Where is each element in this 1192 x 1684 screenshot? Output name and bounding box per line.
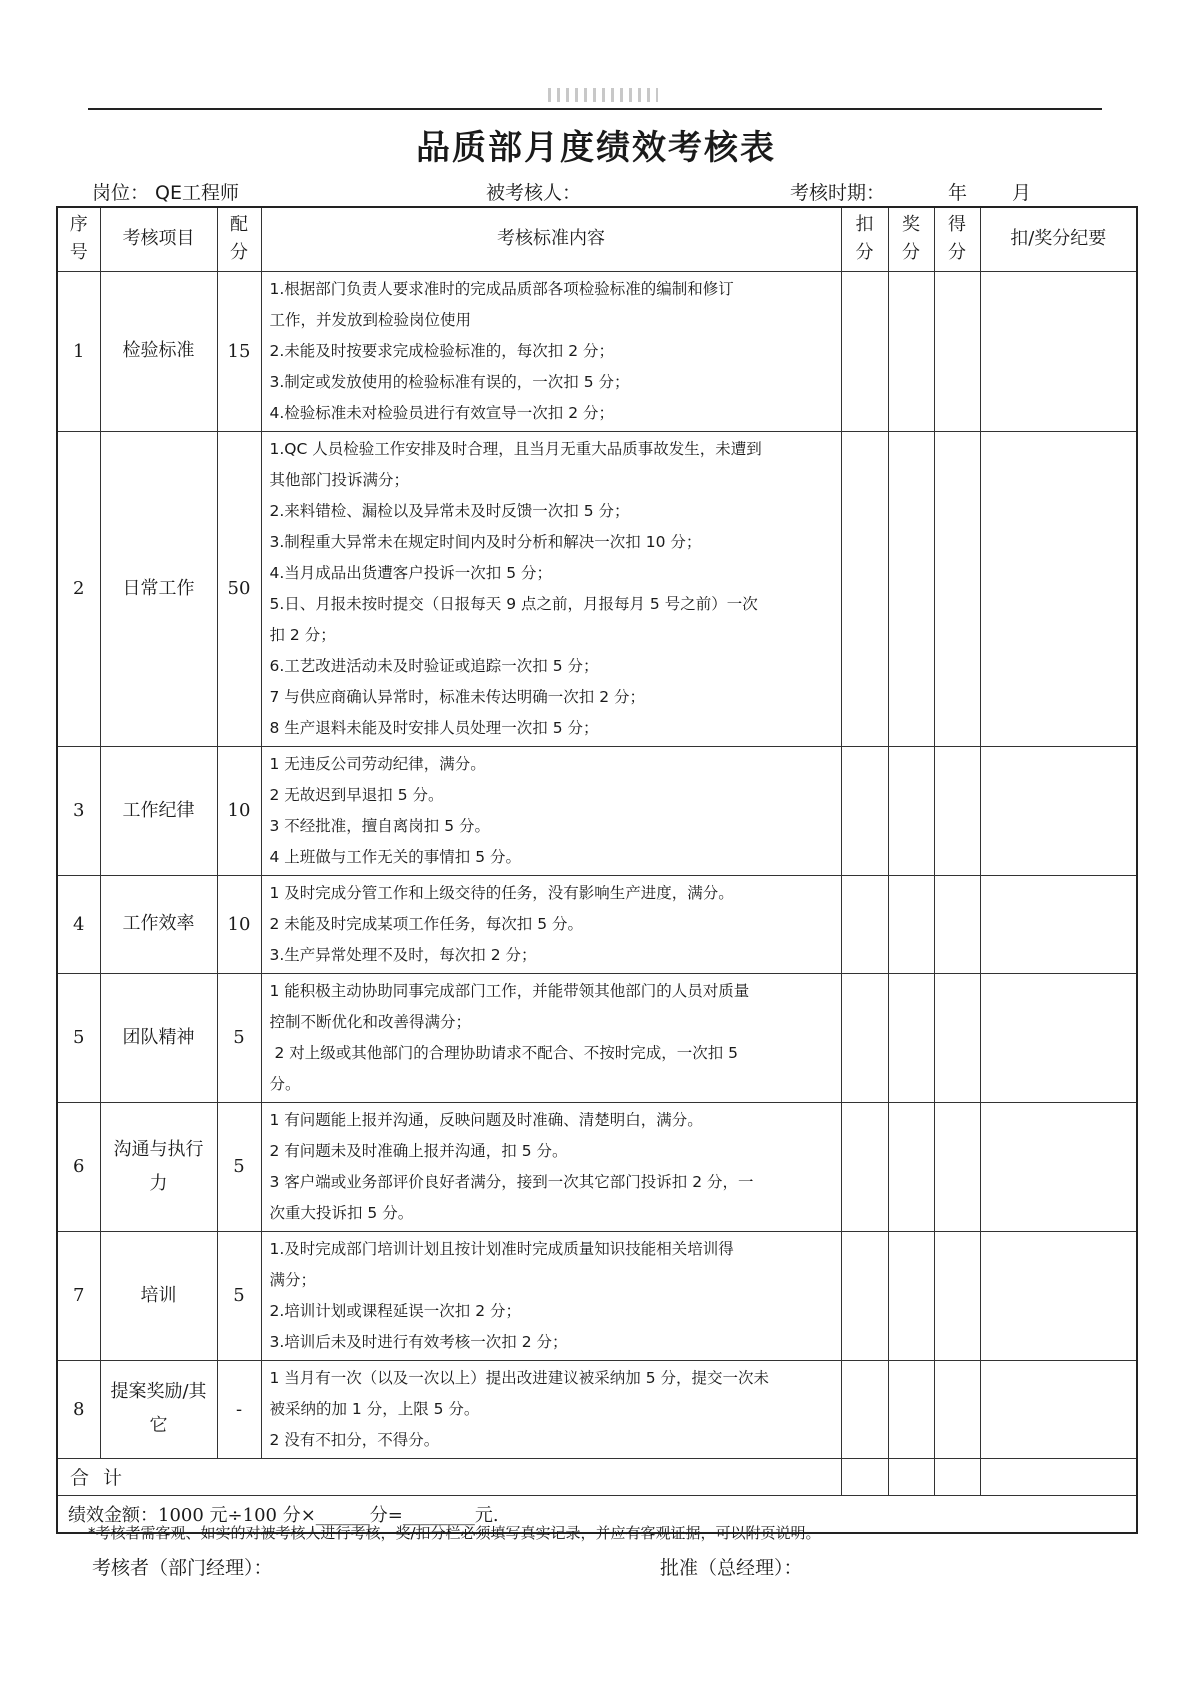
row-deduct-cell[interactable] xyxy=(841,746,888,875)
row-score: - xyxy=(217,1360,261,1458)
row-score: 10 xyxy=(217,746,261,875)
criteria-line: 次重大投诉扣 5 分。 xyxy=(269,1203,414,1222)
criteria-line: 3.制定或发放使用的检验标准有误的，一次扣 5 分； xyxy=(269,372,630,391)
row-criteria xyxy=(261,875,841,973)
total-deduct-cell[interactable] xyxy=(841,1458,888,1495)
position-label: 岗位： QE工程师 xyxy=(92,182,239,204)
row-notes-cell[interactable] xyxy=(980,746,1137,875)
total-gain-cell[interactable] xyxy=(934,1458,980,1495)
row-item: 沟通与执行力 xyxy=(100,1102,217,1231)
row-gain-cell[interactable] xyxy=(934,875,980,973)
row-score: 5 xyxy=(217,1102,261,1231)
row-item: 日常工作 xyxy=(100,431,217,746)
row-score: 50 xyxy=(217,431,261,746)
assessee-label: 被考核人： xyxy=(486,182,582,204)
criteria-line: 8 生产退料未能及时安排人员处理一次扣 5 分； xyxy=(269,718,599,737)
criteria-line: 3 不经批准，擅自离岗扣 5 分。 xyxy=(269,816,491,835)
table-row xyxy=(57,1102,1137,1231)
footnote: *考核者需客观、如实的对被考核人进行考核，奖/扣分栏必须填写真实记录，并应有客观证据，可以附页说明。 xyxy=(88,1524,821,1542)
criteria-line: 控制不断优化和改善得满分； xyxy=(269,1012,472,1031)
row-gain-cell[interactable] xyxy=(934,271,980,431)
criteria-line: 1 当月有一次（以及一次以上）提出改进建议被采纳加 5 分，提交一次未 xyxy=(269,1368,770,1387)
header-bonus: 奖分 xyxy=(888,207,934,271)
criteria-line: 1 能积极主动协助同事完成部门工作，并能带领其他部门的人员对质量 xyxy=(269,981,750,1000)
row-number: 6 xyxy=(57,1102,100,1231)
row-criteria xyxy=(261,271,841,431)
row-score: 5 xyxy=(217,1231,261,1360)
criteria-line: 分。 xyxy=(269,1074,301,1093)
row-deduct-cell[interactable] xyxy=(841,271,888,431)
criteria-line: 1 有问题能上报并沟通，反映问题及时准确、清楚明白，满分。 xyxy=(269,1110,703,1129)
criteria-line: 2 对上级或其他部门的合理协助请求不配合、不按时完成，一次扣 5 xyxy=(269,1043,739,1062)
row-number: 8 xyxy=(57,1360,100,1458)
header-notes: 扣/奖分纪要 xyxy=(980,207,1137,271)
criteria-line: 2.来料错检、漏检以及异常未及时反馈一次扣 5 分； xyxy=(269,501,630,520)
criteria-line: 4.检验标准未对检验员进行有效宣导一次扣 2 分； xyxy=(269,403,615,422)
header-no: 序号 xyxy=(57,207,100,271)
row-gain-cell[interactable] xyxy=(934,1360,980,1458)
row-number: 4 xyxy=(57,875,100,973)
assessment-table xyxy=(56,206,1138,1534)
table-header-row xyxy=(57,207,1137,271)
row-notes-cell[interactable] xyxy=(980,875,1137,973)
table-row xyxy=(57,1231,1137,1360)
row-deduct-cell[interactable] xyxy=(841,1102,888,1231)
total-bonus-cell[interactable] xyxy=(888,1458,934,1495)
criteria-line: 1 及时完成分管工作和上级交待的任务，没有影响生产进度，满分。 xyxy=(269,883,734,902)
row-gain-cell[interactable] xyxy=(934,1102,980,1231)
table-row xyxy=(57,431,1137,746)
row-item: 工作效率 xyxy=(100,875,217,973)
criteria-line: 4.当月成品出货遭客户投诉一次扣 5 分； xyxy=(269,563,553,582)
row-score: 5 xyxy=(217,973,261,1102)
row-item: 工作纪律 xyxy=(100,746,217,875)
total-label: 合计 xyxy=(57,1458,841,1495)
row-gain-cell[interactable] xyxy=(934,746,980,875)
row-bonus-cell[interactable] xyxy=(888,1360,934,1458)
row-notes-cell[interactable] xyxy=(980,1360,1137,1458)
period-year-label: 年 xyxy=(948,182,968,204)
period-label: 考核时期： xyxy=(790,182,886,204)
row-deduct-cell[interactable] xyxy=(841,1231,888,1360)
criteria-line: 2.未能及时按要求完成检验标准的，每次扣 2 分； xyxy=(269,341,615,360)
header-rule xyxy=(88,108,1102,110)
criteria-line: 3.生产异常处理不及时，每次扣 2 分； xyxy=(269,945,537,964)
criteria-line: 7 与供应商确认异常时，标准未传达明确一次扣 2 分； xyxy=(269,687,646,706)
row-bonus-cell[interactable] xyxy=(888,271,934,431)
criteria-line: 3.培训后未及时进行有效考核一次扣 2 分； xyxy=(269,1332,568,1351)
header-scan-mark xyxy=(548,88,658,102)
row-gain-cell[interactable] xyxy=(934,431,980,746)
row-number: 3 xyxy=(57,746,100,875)
criteria-line: 2.培训计划或课程延误一次扣 2 分； xyxy=(269,1301,522,1320)
page-title: 品质部月度绩效考核表 xyxy=(416,128,776,168)
table-row xyxy=(57,1360,1137,1458)
table-row xyxy=(57,746,1137,875)
row-gain-cell[interactable] xyxy=(934,1231,980,1360)
row-criteria xyxy=(261,973,841,1102)
row-bonus-cell[interactable] xyxy=(888,973,934,1102)
row-bonus-cell[interactable] xyxy=(888,746,934,875)
approver-signature-label[interactable]: 批准（总经理）： xyxy=(660,1557,803,1579)
row-bonus-cell[interactable] xyxy=(888,1231,934,1360)
criteria-line: 6.工艺改进活动未及时验证或追踪一次扣 5 分； xyxy=(269,656,599,675)
header-item: 考核项目 xyxy=(100,207,217,271)
table-row xyxy=(57,271,1137,431)
row-bonus-cell[interactable] xyxy=(888,1102,934,1231)
criteria-line: 满分； xyxy=(269,1270,317,1289)
criteria-line: 3.制程重大异常未在规定时间内及时分析和解决一次扣 10 分； xyxy=(269,532,702,551)
criteria-line: 1.及时完成部门培训计划且按计划准时完成质量知识技能相关培训得 xyxy=(269,1239,734,1258)
criteria-line: 2 没有不扣分，不得分。 xyxy=(269,1430,440,1449)
row-bonus-cell[interactable] xyxy=(888,431,934,746)
total-notes-cell[interactable] xyxy=(980,1458,1137,1495)
row-number: 5 xyxy=(57,973,100,1102)
criteria-line: 扣 2 分； xyxy=(269,625,336,644)
header-score: 配分 xyxy=(217,207,261,271)
row-criteria xyxy=(261,1102,841,1231)
performance-amount[interactable]: 绩效金额：1000 元÷100 分×______分=________元. xyxy=(57,1495,1137,1533)
criteria-line: 2 未能及时完成某项工作任务，每次扣 5 分。 xyxy=(269,914,584,933)
row-notes-cell[interactable] xyxy=(980,1231,1137,1360)
header-deduct: 扣分 xyxy=(841,207,888,271)
row-criteria xyxy=(261,431,841,746)
row-score: 10 xyxy=(217,875,261,973)
criteria-line: 1.QC 人员检验工作安排及时合理，且当月无重大品质事故发生，未遭到 xyxy=(269,439,762,458)
total-row xyxy=(57,1458,1137,1495)
row-deduct-cell[interactable] xyxy=(841,875,888,973)
criteria-line: 4 上班做与工作无关的事情扣 5 分。 xyxy=(269,847,522,866)
criteria-line: 2 无故迟到早退扣 5 分。 xyxy=(269,785,444,804)
row-gain-cell[interactable] xyxy=(934,973,980,1102)
criteria-line: 其他部门投诉满分； xyxy=(269,470,410,489)
header-criteria: 考核标准内容 xyxy=(261,207,841,271)
row-criteria xyxy=(261,1360,841,1458)
row-score: 15 xyxy=(217,271,261,431)
criteria-line: 1.根据部门负责人要求准时的完成品质部各项检验标准的编制和修订 xyxy=(269,279,734,298)
row-item: 提案奖励/其它 xyxy=(100,1360,217,1458)
table-row xyxy=(57,875,1137,973)
criteria-line: 2 有问题未及时准确上报并沟通，扣 5 分。 xyxy=(269,1141,568,1160)
row-number: 2 xyxy=(57,431,100,746)
table-row xyxy=(57,973,1137,1102)
criteria-line: 3 客户端或业务部评价良好者满分，接到一次其它部门投诉扣 2 分，一 xyxy=(269,1172,754,1191)
row-bonus-cell[interactable] xyxy=(888,875,934,973)
row-notes-cell[interactable] xyxy=(980,1102,1137,1231)
criteria-line: 被采纳的加 1 分，上限 5 分。 xyxy=(269,1399,480,1418)
row-criteria xyxy=(261,1231,841,1360)
row-criteria xyxy=(261,746,841,875)
row-item: 团队精神 xyxy=(100,973,217,1102)
header-gain: 得分 xyxy=(934,207,980,271)
reviewer-signature-label[interactable]: 考核者（部门经理）： xyxy=(92,1557,273,1579)
row-notes-cell[interactable] xyxy=(980,973,1137,1102)
row-notes-cell[interactable] xyxy=(980,271,1137,431)
criteria-line: 5.日、月报未按时提交（日报每天 9 点之前，月报每月 5 号之前）一次 xyxy=(269,594,758,613)
row-deduct-cell[interactable] xyxy=(841,1360,888,1458)
row-deduct-cell[interactable] xyxy=(841,973,888,1102)
row-notes-cell[interactable] xyxy=(980,431,1137,746)
row-item: 检验标准 xyxy=(100,271,217,431)
criteria-line: 工作，并发放到检验岗位使用 xyxy=(269,310,472,329)
table-body xyxy=(57,271,1137,1458)
period-month-label: 月 xyxy=(1012,182,1032,204)
row-number: 1 xyxy=(57,271,100,431)
criteria-line: 1 无违反公司劳动纪律，满分。 xyxy=(269,754,486,773)
row-item: 培训 xyxy=(100,1231,217,1360)
row-number: 7 xyxy=(57,1231,100,1360)
row-deduct-cell[interactable] xyxy=(841,431,888,746)
